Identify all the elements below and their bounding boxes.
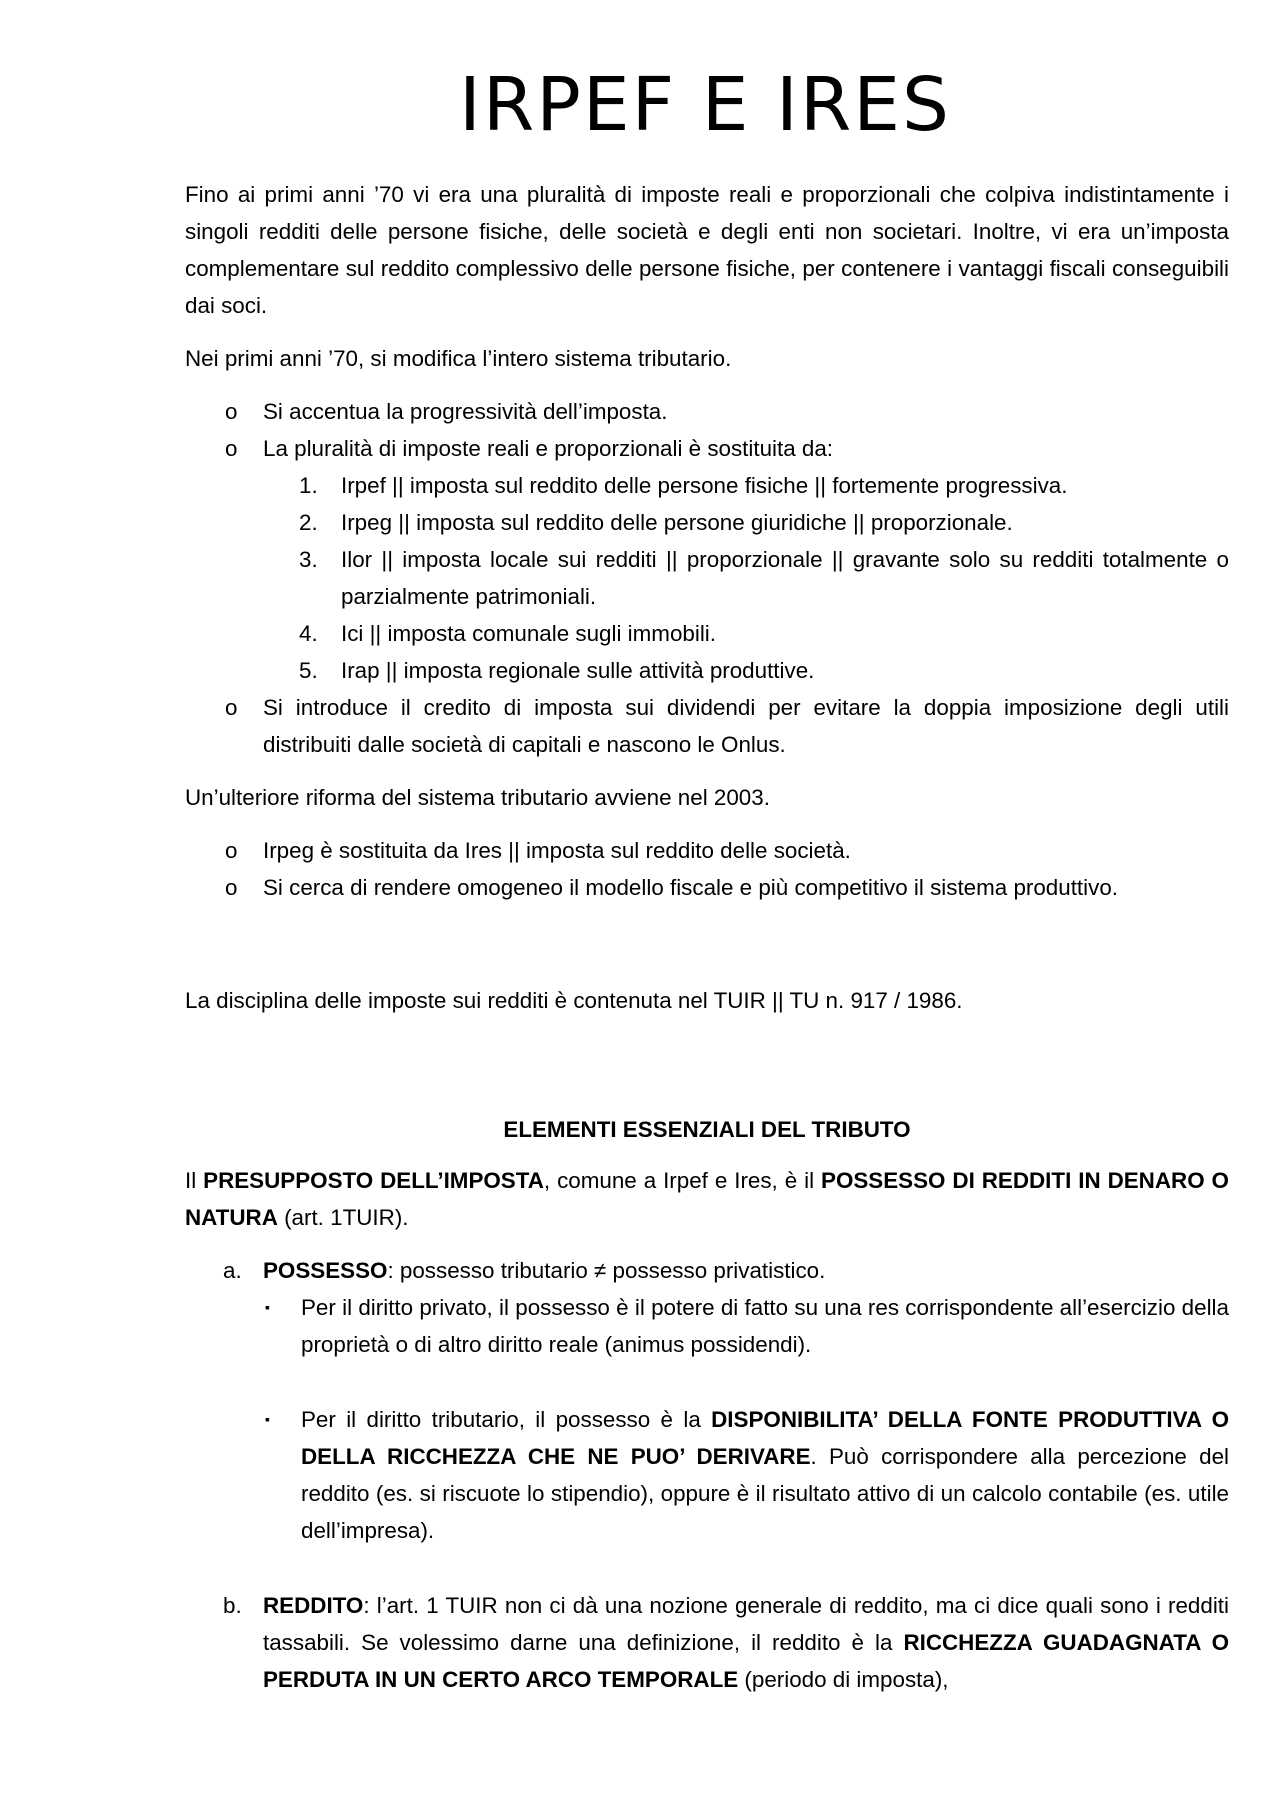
taxes-list bbox=[185, 467, 1229, 689]
list-item-reddito: b. REDDITO: l’art. 1 TUIR non ci dà una nozione generale di reddito, ma ci dice quali sono i redditi tassabili. Se volessimo darne una definizione, il reddito è la RICCHEZZA GUADAGNATA O PERDUTA IN UN CERTO ARCO TEMPORALE (periodo di imposta), bbox=[223, 1593, 1229, 1692]
list-item: 4. Ici || imposta comunale sugli immobili. bbox=[299, 621, 716, 646]
circle-bullet-icon: o bbox=[225, 695, 238, 720]
list-item: ▪ Per il diritto privato, il possesso è il potere di fatto su una res corrispondente all’esercizio della proprietà o di altro diritto reale (animus possidendi). bbox=[185, 1289, 1229, 1363]
possesso-sublist bbox=[185, 1289, 1229, 1549]
reform70-list bbox=[185, 393, 1229, 763]
list-item: o Si accentua la progressività dell’imposta. bbox=[185, 393, 1229, 430]
square-bullet-icon: ▪ bbox=[265, 1411, 270, 1427]
circle-bullet-icon: o bbox=[225, 838, 238, 863]
section-heading: ELEMENTI ESSENZIALI DEL TRIBUTO bbox=[503, 1117, 911, 1142]
tuir-paragraph: La disciplina delle imposte sui redditi è contenuta nel TUIR || TU n. 917 / 1986. bbox=[185, 988, 963, 1013]
circle-bullet-icon: o bbox=[225, 875, 238, 900]
reform70-paragraph: Nei primi anni ’70, si modifica l’intero sistema tributario. bbox=[185, 346, 732, 371]
list-item: 3. Ilor || imposta locale sui redditi || proporzionale || gravante solo su redditi totalmente o parzialmente patrimoniali. bbox=[299, 547, 1229, 609]
list-item: o Si introduce il credito di imposta sui dividendi per evitare la doppia imposizione degli utili distribuiti dalle società di capitali e nascono le Onlus. bbox=[185, 689, 1229, 763]
list-item: o La pluralità di imposte reali e proporzionali è sostituita da: bbox=[185, 430, 1229, 467]
square-bullet-icon: ▪ bbox=[265, 1299, 270, 1315]
page-title: IRPEF E IRES bbox=[459, 62, 951, 148]
elements-list bbox=[185, 1252, 1229, 1698]
list-item-possesso: a. POSSESSO: possesso tributario ≠ possesso privatistico. bbox=[223, 1258, 826, 1283]
list-item: 1. Irpef || imposta sul reddito delle persone fisiche || fortemente progressiva. bbox=[299, 473, 1068, 498]
presupposto-paragraph: Il PRESUPPOSTO DELL’IMPOSTA, comune a Irpef e Ires, è il POSSESSO DI REDDITI IN DENARO O NATURA (art. 1TUIR). bbox=[185, 1168, 1229, 1230]
list-item: o Irpeg è sostituita da Ires || imposta sul reddito delle società. bbox=[185, 832, 1229, 869]
circle-bullet-icon: o bbox=[225, 399, 238, 424]
list-item: o Si cerca di rendere omogeneo il modello fiscale e più competitivo il sistema produttivo. bbox=[185, 869, 1229, 906]
reform2003-list bbox=[185, 832, 1229, 906]
intro-paragraph: Fino ai primi anni ’70 vi era una pluralità di imposte reali e proporzionali che colpiva indistintamente i singoli redditi delle persone fisiche, delle società e degli enti non societari. Inoltre, vi era un’imposta complementare sul reddito complessivo delle persone fisiche, per contenere i vantaggi fiscali conseguibili dai soci. bbox=[185, 182, 1229, 318]
reform2003-paragraph: Un’ulteriore riforma del sistema tributario avviene nel 2003. bbox=[185, 785, 770, 810]
circle-bullet-icon: o bbox=[225, 436, 238, 461]
list-item: ▪ Per il diritto tributario, il possesso è la DISPONIBILITA’ DELLA FONTE PRODUTTIVA O DELLA RICCHEZZA CHE NE PUO’ DERIVARE. Può corrispondere alla percezione del reddito (es. si riscuote lo stipendio), oppure è il risultato attivo di un calcolo contabile (es. utile dell’impresa). bbox=[185, 1401, 1229, 1549]
document-body bbox=[185, 176, 1229, 1698]
list-item: 2. Irpeg || imposta sul reddito delle persone giuridiche || proporzionale. bbox=[299, 510, 1013, 535]
list-item: 5. Irap || imposta regionale sulle attività produttive. bbox=[299, 658, 815, 683]
